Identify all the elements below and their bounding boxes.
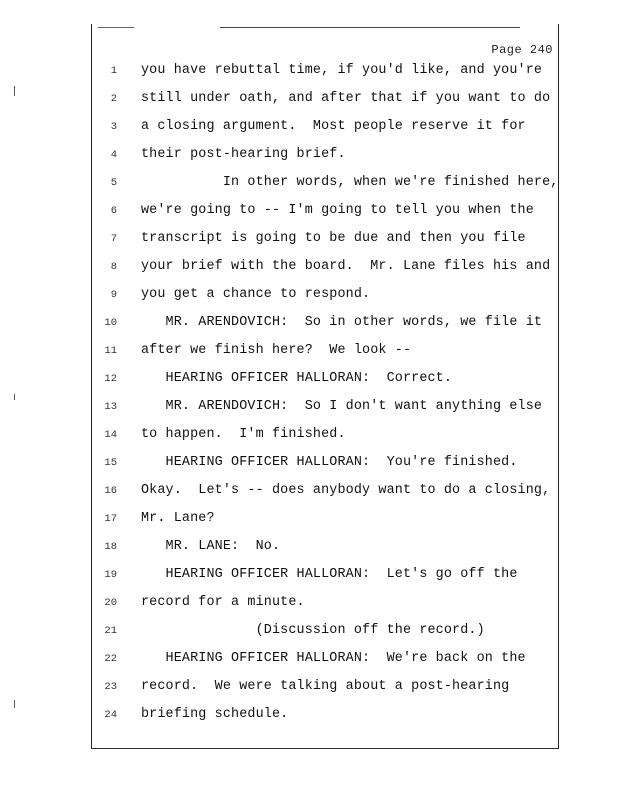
transcript-line <box>95 477 555 505</box>
line-number: 22 <box>104 653 117 665</box>
line-text: to happen. I'm finished. <box>141 427 346 442</box>
line-number: 12 <box>104 373 117 385</box>
transcript-line <box>95 169 559 197</box>
transcript-line <box>95 141 555 169</box>
transcript-line <box>95 85 555 113</box>
top-rule-left <box>98 27 134 28</box>
line-number: 8 <box>110 261 117 273</box>
line-text: Mr. Lane? <box>141 511 215 526</box>
left-margin-mark <box>14 700 15 708</box>
transcript-line <box>95 505 555 533</box>
left-margin-mark <box>14 394 15 400</box>
line-text: MR. LANE: No. <box>141 539 281 554</box>
line-number: 15 <box>104 457 117 469</box>
line-text: after we finish here? We look -- <box>141 343 412 358</box>
line-number: 1 <box>110 65 117 77</box>
line-text: transcript is going to be due and then you file <box>141 231 526 246</box>
line-text: you have rebuttal time, if you'd like, and you're <box>141 63 543 78</box>
transcript-line <box>95 281 555 309</box>
line-number: 5 <box>110 177 117 189</box>
line-text: briefing schedule. <box>141 707 289 722</box>
line-number: 11 <box>104 345 117 357</box>
transcript-line <box>95 673 555 701</box>
line-text: record. We were talking about a post-hearing <box>141 679 510 694</box>
transcript-line <box>95 225 555 253</box>
line-text: a closing argument. Most people reserve it for <box>141 119 526 134</box>
line-text: In other words, when we're finished here, <box>141 175 559 190</box>
transcript-line <box>95 57 555 85</box>
line-number: 23 <box>104 681 117 693</box>
line-number: 18 <box>104 541 117 553</box>
transcript-line <box>95 365 555 393</box>
line-number: 7 <box>110 233 117 245</box>
line-text: their post-hearing brief. <box>141 147 346 162</box>
line-text: still under oath, and after that if you want to do <box>141 91 551 106</box>
line-text: (Discussion off the record.) <box>141 623 485 638</box>
line-text: HEARING OFFICER HALLORAN: Correct. <box>141 371 453 386</box>
line-number: 3 <box>110 121 117 133</box>
transcript-line <box>95 393 555 421</box>
line-number: 4 <box>110 149 117 161</box>
transcript-line <box>95 645 555 673</box>
line-text: Okay. Let's -- does anybody want to do a closing, <box>141 483 551 498</box>
transcript-line <box>95 449 555 477</box>
transcript-line <box>95 533 555 561</box>
line-text: HEARING OFFICER HALLORAN: Let's go off the <box>141 567 518 582</box>
line-number: 13 <box>104 401 117 413</box>
line-number: 10 <box>104 317 117 329</box>
line-number: 9 <box>110 289 117 301</box>
transcript-line <box>95 253 555 281</box>
line-number: 14 <box>104 429 117 441</box>
transcript-line <box>95 337 555 365</box>
line-number: 2 <box>110 93 117 105</box>
line-number: 24 <box>104 709 117 721</box>
transcript-line <box>95 589 555 617</box>
line-text: HEARING OFFICER HALLORAN: You're finished. <box>141 455 518 470</box>
transcript-line <box>95 113 555 141</box>
line-text: you get a chance to respond. <box>141 287 371 302</box>
transcript-line <box>95 617 555 645</box>
line-number: 20 <box>104 597 117 609</box>
transcript-body <box>95 57 559 729</box>
line-text: your brief with the board. Mr. Lane files his and <box>141 259 551 274</box>
line-number: 21 <box>104 625 117 637</box>
transcript-line <box>95 701 555 729</box>
line-number: 16 <box>104 485 117 497</box>
line-number: 17 <box>104 513 117 525</box>
transcript-line <box>95 197 555 225</box>
line-text: MR. ARENDOVICH: So I don't want anything else <box>141 399 543 414</box>
transcript-line <box>95 309 555 337</box>
line-text: HEARING OFFICER HALLORAN: We're back on the <box>141 651 526 666</box>
left-margin-mark <box>14 86 15 96</box>
transcript-line <box>95 421 555 449</box>
line-text: we're going to -- I'm going to tell you when the <box>141 203 534 218</box>
top-rule <box>220 27 520 28</box>
line-text: MR. ARENDOVICH: So in other words, we file it <box>141 315 543 330</box>
line-number: 6 <box>110 205 117 217</box>
transcript-line <box>95 561 555 589</box>
line-number: 19 <box>104 569 117 581</box>
line-text: record for a minute. <box>141 595 305 610</box>
page-number: Page 240 <box>491 43 553 57</box>
